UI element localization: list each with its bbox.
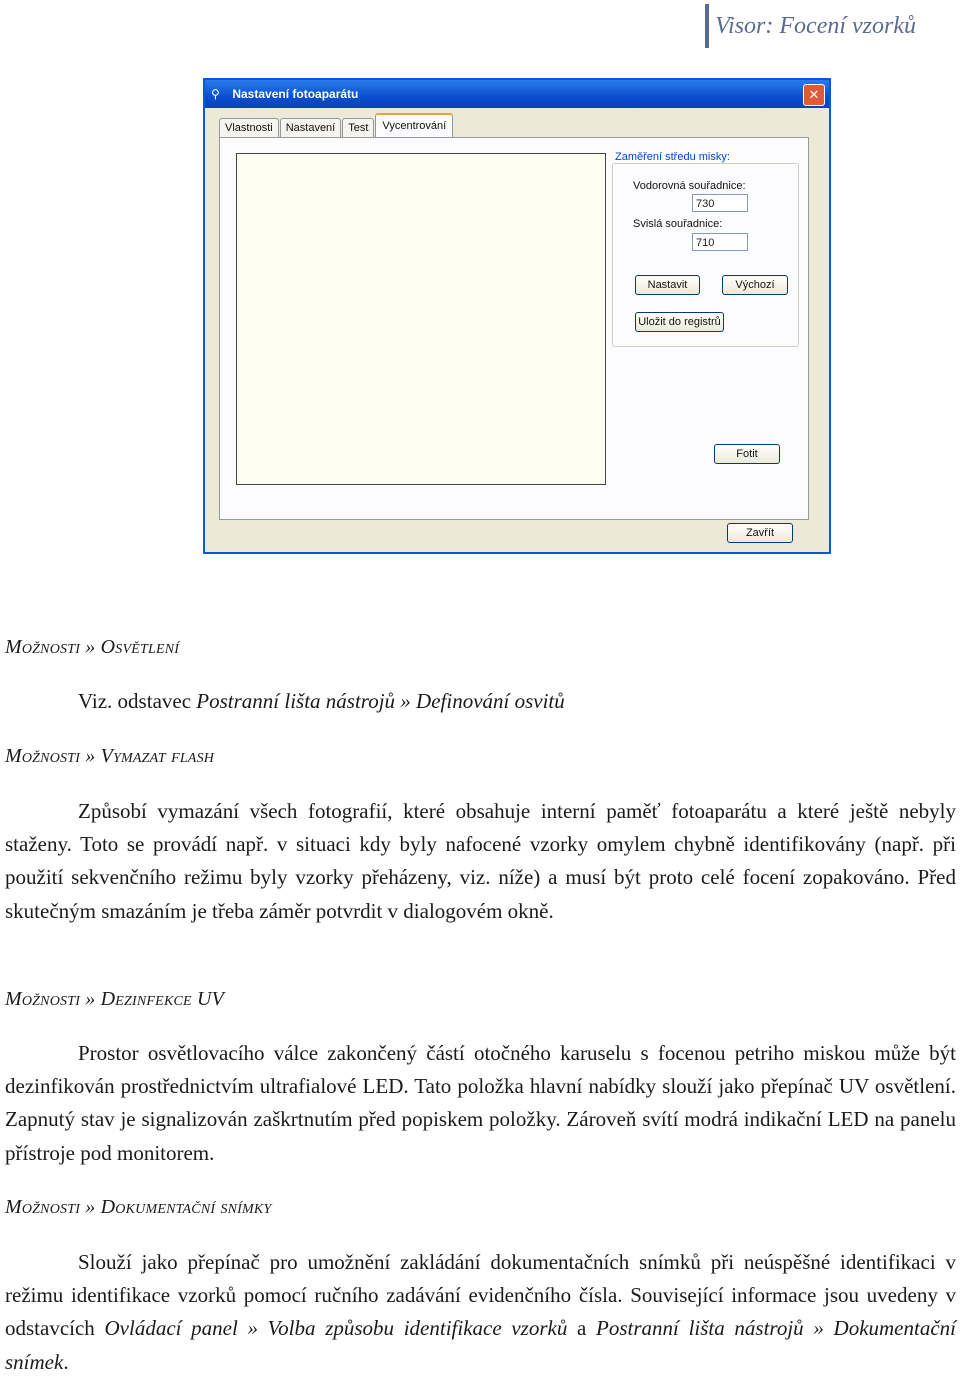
section-heading-lighting: Možnosti » Osvětlení xyxy=(5,636,180,658)
dialog-title: Nastavení fotoaparátu xyxy=(232,87,359,101)
paragraph-lighting-text: Viz. odstavec xyxy=(78,689,197,713)
horizontal-coordinate-input[interactable]: 730 xyxy=(692,194,748,212)
vertical-coordinate-input[interactable]: 710 xyxy=(692,233,748,251)
close-icon[interactable]: ✕ xyxy=(803,84,825,106)
link-definovani-osvitu: Postranní lišta nástrojů » Definování osvitů xyxy=(196,689,565,713)
default-button[interactable]: Výchozí xyxy=(722,275,788,295)
camera-settings-dialog xyxy=(203,78,831,554)
save-to-registry-button[interactable]: Uložit do registrů xyxy=(635,312,724,332)
section-heading-flash: Možnosti » Vymazat flash xyxy=(5,745,215,767)
tab-vycentrovani[interactable]: Vycentrování xyxy=(375,113,453,137)
tab-panel xyxy=(219,137,809,520)
paragraph-lighting xyxy=(5,685,956,718)
tab-nastaveni[interactable]: Nastavení xyxy=(280,118,342,137)
paragraph-documentation-text-2: a xyxy=(567,1316,597,1341)
tab-strip xyxy=(219,117,454,137)
paragraph-documentation-text-1: Slouží jako přepínač pro umožnění zakládání dokumentačních snímků při neúspěšné identifikaci v režimu identifikace vzorků pomocí ručního zadávání evidenčního čísla. Související informace jsou uvedeny v odstavcích xyxy=(5,1250,956,1341)
camera-preview-area xyxy=(236,153,606,485)
link-dokumentacni-snimek: Postranní lišta nástrojů » Dokumentační snímek xyxy=(5,1316,956,1374)
tab-test[interactable]: Test xyxy=(342,118,374,137)
tab-vlastnosti[interactable]: Vlastnosti xyxy=(219,118,279,137)
app-icon: ⚲ xyxy=(211,87,220,101)
section-heading-uv: Možnosti » Dezinfekce UV xyxy=(5,988,225,1010)
dialog-titlebar xyxy=(205,80,829,108)
paragraph-documentation-text-3: . xyxy=(63,1349,69,1374)
link-ovladaci-panel: Ovládací panel » Volba způsobu identifikace vzorků xyxy=(104,1316,568,1341)
running-header-title: Visor: Focení vzorků xyxy=(705,4,916,48)
vertical-coordinate-label: Svislá souřadnice: xyxy=(633,218,723,230)
section-heading-documentation: Možnosti » Dokumentační snímky xyxy=(5,1196,272,1218)
close-button[interactable]: Zavřít xyxy=(727,523,793,543)
photo-button[interactable]: Fotit xyxy=(714,444,780,464)
paragraph-uv: Prostor osvětlovacího válce zakončený částí otočného karuselu s focenou petriho miskou může být dezinfikován prostřednictvím ultrafialové LED. Tato položka hlavní nabídky slouží jako přepínač UV osvětlení. Zapnutý stav je signalizován zaškrtnutím před popiskem položky. Zároveň svítí modrá indikační LED na panelu přístroje pod monitorem. xyxy=(5,1041,956,1165)
paragraph-flash: Způsobí vymazání všech fotografií, které obsahuje interní paměť fotoaparátu a které ještě nebyly staženy. Toto se provádí např. v situaci kdy byly nafocené vzorky omylem chybně identifikovány (např. při použití sekvenčního režimu byly vzorky přeházeny, viz. níže) a musí být proto celé focení zopakováno. Před skutečným smazáním je třeba záměr potvrdit v dialogovém okně. xyxy=(5,799,956,923)
paragraph-documentation xyxy=(5,1246,956,1379)
horizontal-coordinate-label: Vodorovná souřadnice: xyxy=(633,180,746,192)
groupbox-label: Zaměření středu misky: xyxy=(615,151,730,163)
set-button[interactable]: Nastavit xyxy=(635,275,700,295)
